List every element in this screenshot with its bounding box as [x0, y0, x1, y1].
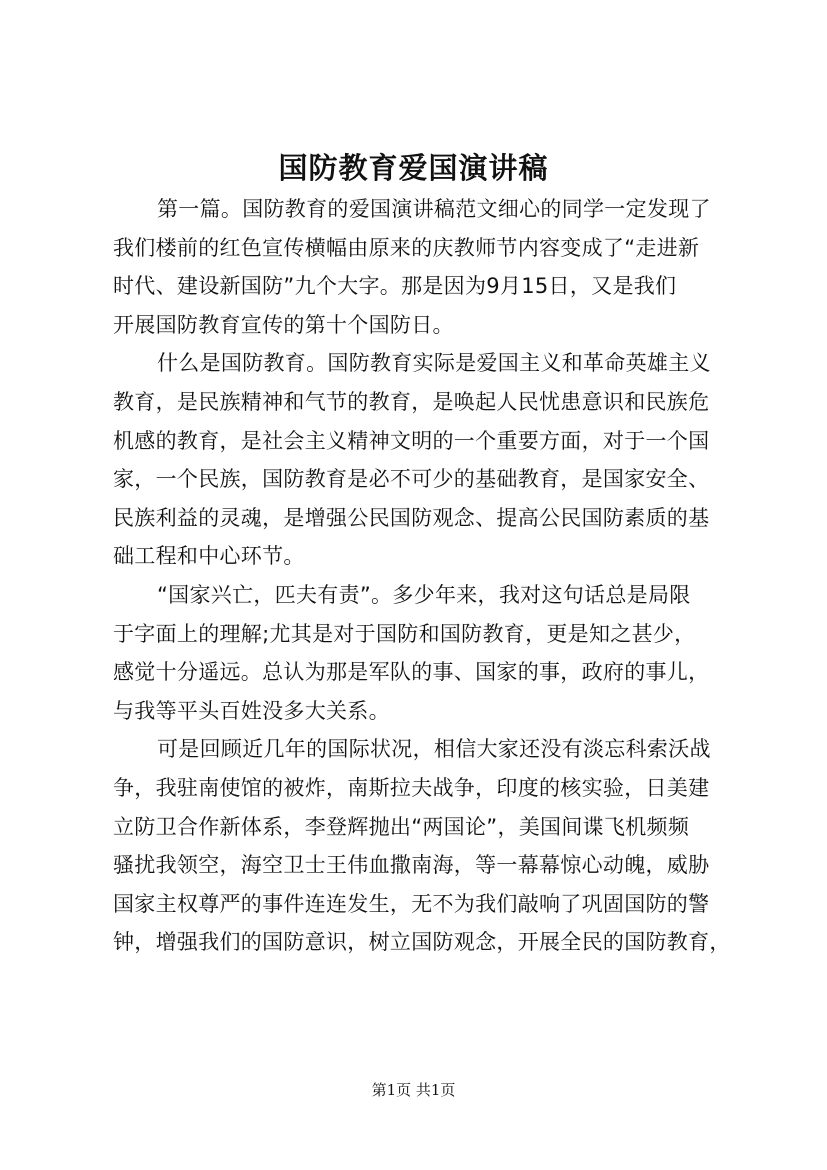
text-line: 立防卫合作新体系，李登辉抛出“两国论”，美国间谍飞机频频: [113, 814, 690, 839]
paragraph: [113, 730, 733, 962]
text-line: “国家兴亡，匹夫有责”。多少年来，我对这句话总是局限: [157, 582, 691, 607]
text-line: 家，一个民族，国防教育是必不可少的基础教育，是国家安全、: [113, 467, 710, 492]
text-line: 什么是国防教育。国防教育实际是爱国主义和革命英雄主义: [157, 351, 711, 376]
text-line: 第一篇。国防教育的爱国演讲稿范文细心的同学一定发现了: [157, 197, 711, 221]
text-line: 我们楼前的红色宣传横幅由原来的庆教师节内容变成了“走进新: [113, 235, 700, 260]
document-body: [113, 190, 733, 962]
document-title: 国防教育爱国演讲稿: [278, 151, 549, 185]
text-line: 础工程和中心环节。: [113, 544, 305, 569]
text-line: 开展国防教育宣传的第十个国防日。: [113, 312, 454, 337]
text-line: 可是回顾近几年的国际状况，相信大家还没有淡忘科索沃战: [157, 737, 711, 762]
text-line: 于字面上的理解;尤其是对于国防和国防教育，更是知之甚少，: [113, 621, 696, 646]
text-line: 国家主权尊严的事件连连发生，无不为我们敲响了巩固国防的警: [113, 891, 710, 916]
text-line: 时代、建设新国防”九个大字。那是因为9月15日，又是我们: [113, 274, 677, 299]
paragraph: [113, 190, 733, 344]
text-line: 感觉十分遥远。总认为那是军队的事、国家的事，政府的事儿，: [113, 660, 710, 685]
text-line: 钟，增强我们的国防意识，树立国防观念，开展全民的国防教育，: [113, 930, 731, 955]
page-number-footer: 第1页 共1页: [371, 1081, 456, 1099]
text-line: 骚扰我领空，海空卫士王伟血撒南海，等一幕幕惊心动魄，威胁: [113, 853, 710, 878]
text-line: 与我等平头百姓没多大关系。: [113, 698, 390, 723]
text-line: 争，我驻南使馆的被炸，南斯拉夫战争，印度的核实验，日美建: [113, 775, 710, 800]
text-line: 机感的教育，是社会主义精神文明的一个重要方面，对于一个国: [113, 428, 710, 453]
paragraph: [113, 344, 733, 576]
text-line: 民族利益的灵魂，是增强公民国防观念、提高公民国防素质的基: [113, 505, 710, 530]
text-line: 教育，是民族精神和气节的教育，是唤起人民忧患意识和民族危: [113, 389, 710, 414]
paragraph: [113, 576, 733, 730]
